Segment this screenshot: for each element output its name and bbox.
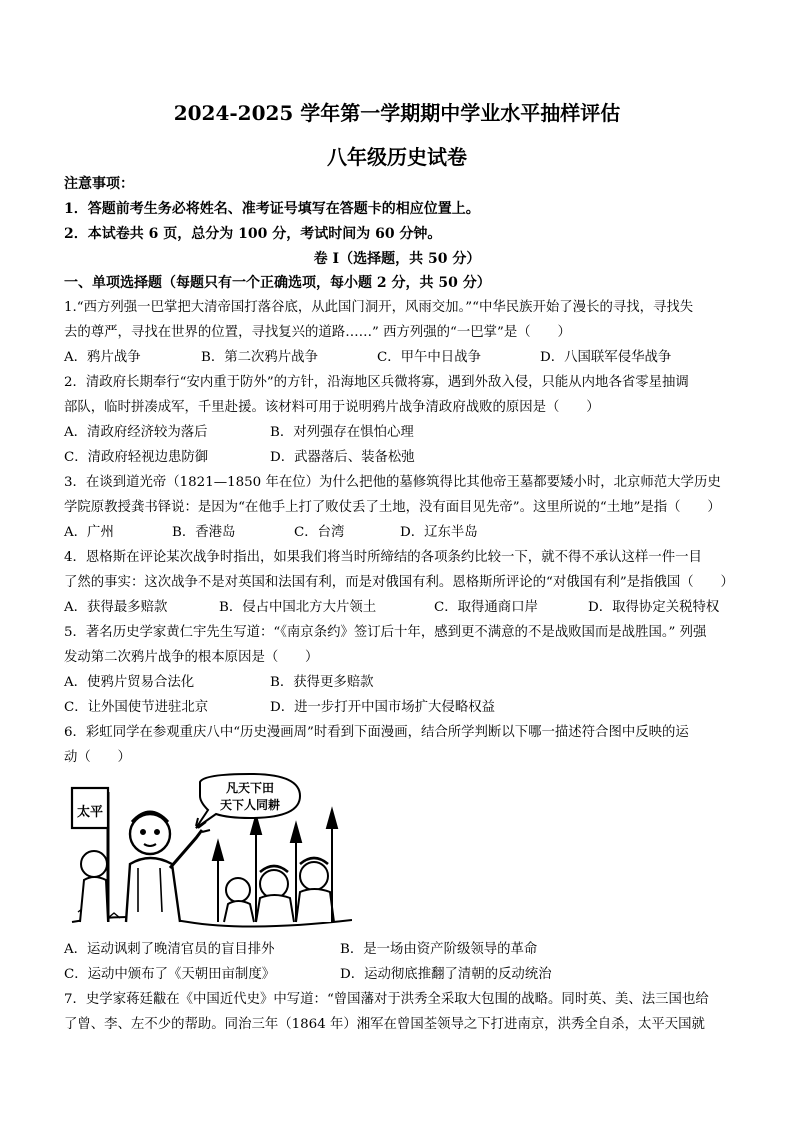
question-2-line-1: 2．清政府长期奉行“安内重于防外”的方针，沿海地区兵微将寡，遇到外敌入侵，只能从内地各省零星抽调 [64,375,689,390]
question-6-line-1: 6．彩虹同学在参观重庆八中“历史漫画周”时看到下面漫画，结合所学判断以下哪一描述符合图中反映的运 [64,725,689,740]
question-2-option-b: B．对列强存在惧怕心理 [270,425,414,440]
question-5-option-d: D．进一步打开中国市场扩大侵略权益 [270,700,495,715]
question-3-option-b: B．香港岛 [172,525,236,540]
question-3-line-1: 3．在谈到道光帝（1821—1850 年在位）为什么把他的墓修筑得比其他帝王墓都要矮小时，北京师范大学历史 [64,475,721,490]
question-4-option-a: A．获得最多赔款 [64,600,168,615]
question-2-option-a: A．清政府经济较为落后 [64,425,208,440]
question-3-line-2: 学院原教授龚书铎说：是因为“在他手上打了败仗丢了土地，没有面目见先帝”。这里所说的“土地”是指（ ） [64,500,721,515]
question-6-option-a: A．运动讽刺了晚清官员的盲目排外 [64,942,275,957]
cartoon-bubble-line-1: 凡天下田 [225,781,275,795]
question-5-option-a: A．使鸦片贸易合法化 [64,675,195,690]
question-3-option-c: C．台湾 [294,525,345,540]
question-2-option-c: C．清政府轻视边患防御 [64,450,209,465]
question-4-line-2: 了然的事实：这次战争不是对英国和法国有利，而是对俄国有利。恩格斯所评论的“对俄国有利”是指俄国（ ） [64,575,734,590]
notice-heading: 注意事项： [64,176,134,192]
question-4-option-c: C．取得通商口岸 [434,600,538,615]
question-1-option-c: C．甲午中日战争 [377,350,481,365]
question-4-option-d: D．取得协定关税特权 [588,600,720,615]
question-5-option-c: C．让外国使节进驻北京 [64,700,209,715]
question-6-option-c: C．运动中颁布了《天朝田亩制度》 [64,967,276,982]
question-3-option-d: D．辽东半岛 [400,525,478,540]
exam-title: 2024-2025 学年第一学期期中学业水平抽样评估 [173,101,621,125]
question-2-line-2: 部队，临时拼凑成军，千里赴援。该材料可用于说明鸦片战争清政府战败的原因是（ ） [64,400,600,415]
taiping-cartoon [68,772,352,928]
question-1-option-d: D．八国联军侵华战争 [540,350,672,365]
question-1-option-b: B．第二次鸦片战争 [201,350,318,365]
question-6-option-d: D．运动彻底推翻了清朝的反动统治 [340,967,552,982]
cartoon-flag-text: 太平 [76,805,104,820]
question-5-line-1: 5．著名历史学家黄仁宇先生写道：“《南京条约》签订后十年，感到更不满意的不是战败国而是战胜国。” 列强 [64,625,707,640]
question-6-option-b: B．是一场由资产阶级领导的革命 [340,942,538,957]
notice-item-1: 1．答题前考生务必将姓名、准考证号填写在答题卡的相应位置上。 [64,201,480,217]
part-title: 卷 I（选择题，共 50 分） [313,251,481,267]
question-3-option-a: A．广州 [64,525,114,540]
question-1-line-2: 去的尊严，寻找在世界的位置，寻找复兴的道路……” 西方列强的“一巴掌”是（ ） [64,325,571,340]
section-heading: 一、单项选择题（每题只有一个正确选项，每小题 2 分，共 50 分） [64,275,491,291]
question-4-line-1: 4．恩格斯在评论某次战争时指出，如果我们将当时所缔结的各项条约比较一下，就不得不承认这样一件一目 [64,550,702,565]
question-2-option-d: D．武器落后、装备松弛 [270,450,415,465]
question-1-line-1: 1.“西方列强一巴掌把大清帝国打落谷底，从此国门洞开，风雨交加。”“中华民族开始了漫长的寻找，寻找失 [64,300,694,315]
exam-subtitle: 八年级历史试卷 [327,145,467,169]
notice-item-2: 2．本试卷共 6 页，总分为 100 分，考试时间为 60 分钟。 [64,226,442,242]
question-1-option-a: A．鸦片战争 [64,350,141,365]
question-4-option-b: B．侵占中国北方大片领土 [219,600,377,615]
cartoon-drawing [72,774,352,927]
cartoon-bubble-line-2: 天下人同耕 [219,798,281,812]
question-5-option-b: B．获得更多赔款 [270,675,374,690]
question-7-line-1: 7．史学家蒋廷黻在《中国近代史》中写道：“曾国藩对于洪秀全采取大包围的战略。同时英、美、法三国也给 [64,992,709,1007]
question-7-line-2: 了曾、李、左不少的帮助。同治三年（1864 年）湘军在曾国荃领导之下打进南京，洪秀全自杀，太平天国就 [64,1017,705,1032]
question-5-line-2: 发动第二次鸦片战争的根本原因是（ ） [64,650,319,665]
question-6-line-2: 动（ ） [64,750,131,765]
